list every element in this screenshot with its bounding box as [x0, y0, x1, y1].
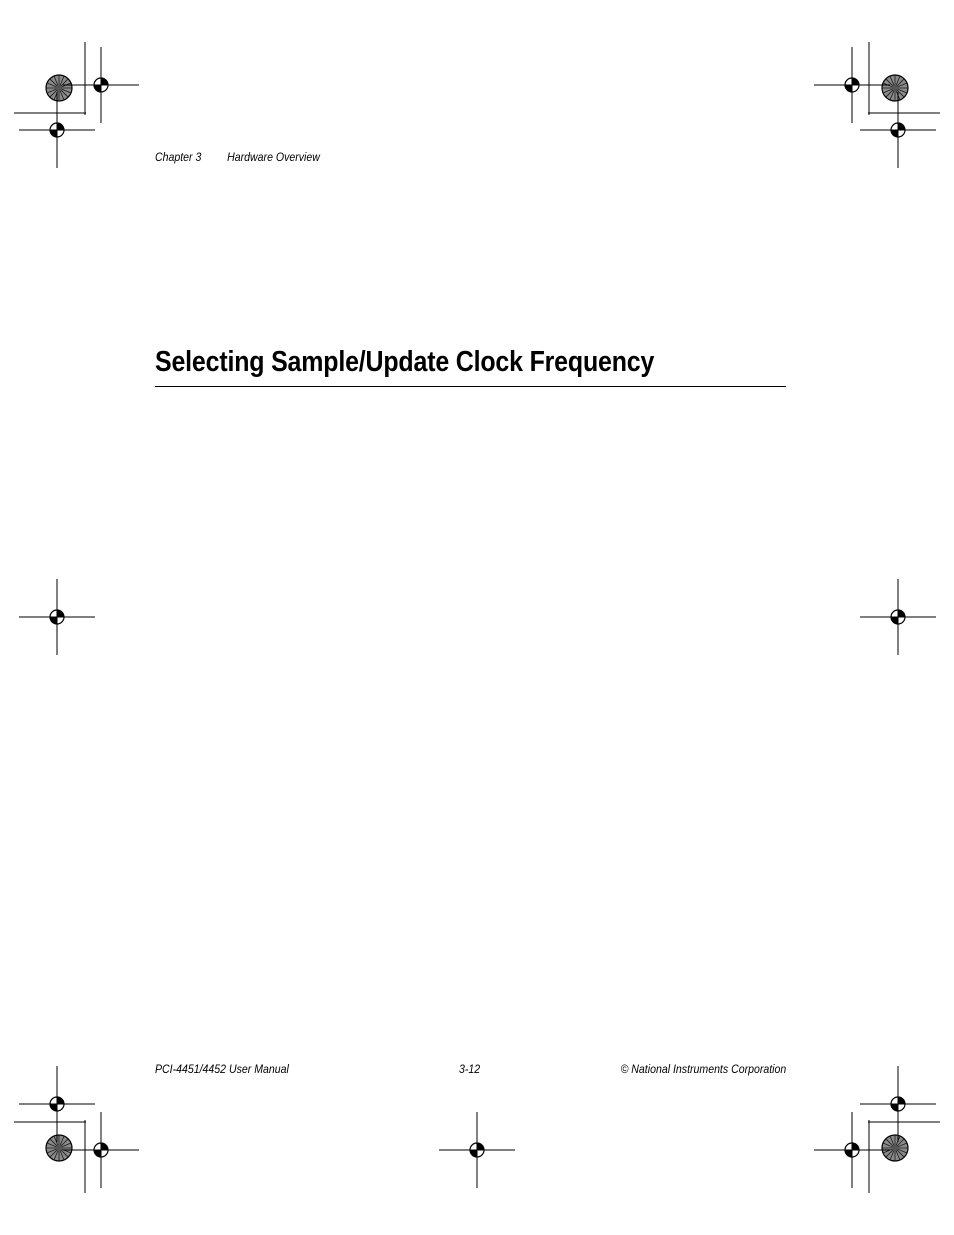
star-target-top-right — [882, 75, 908, 101]
star-target-bottom-left — [46, 1135, 72, 1161]
chapter-title: Hardware Overview — [227, 150, 320, 164]
chapter-label: Chapter 3 — [155, 150, 202, 164]
footer-page-number: 3-12 — [459, 1062, 481, 1076]
running-header — [155, 150, 320, 164]
footer-copyright: © National Instruments Corporation — [620, 1062, 786, 1076]
heading-rule — [155, 386, 786, 387]
footer-manual-name: PCI-4451/4452 User Manual — [155, 1062, 289, 1076]
star-target-bottom-right — [882, 1135, 908, 1161]
section-heading: Selecting Sample/Update Clock Frequency — [155, 346, 655, 378]
star-target-top-left — [46, 75, 72, 101]
